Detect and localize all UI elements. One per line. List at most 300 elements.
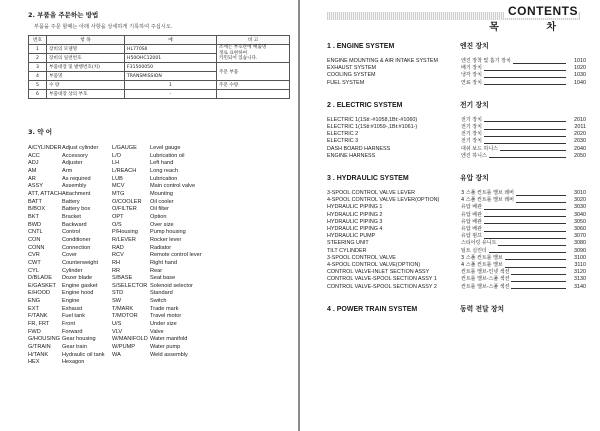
system-title: 3 . HYDRAULIC SYSTEM	[327, 175, 409, 183]
item-leader-line	[516, 192, 566, 196]
item-page-number: 3020	[574, 197, 586, 204]
abbreviation-meaning: Backward	[62, 221, 87, 228]
abbreviation-meaning: Hexagon	[62, 359, 85, 366]
item-korean: 연료 장치	[461, 79, 482, 86]
abbreviation-term: BKT	[28, 213, 39, 220]
abbreviation-meaning: Cylinder	[62, 267, 83, 274]
item-korean: 틸트 실린더	[461, 247, 487, 254]
system-title: 2 . ELECTRIC SYSTEM	[327, 101, 403, 109]
abbreviation-meaning: Control	[62, 229, 81, 236]
item-leader-line	[500, 147, 566, 151]
abbreviation-term: G/HOUSING	[28, 336, 61, 343]
abbreviation-meaning: Trade mark	[150, 305, 179, 312]
system-title: 1 . ENGINE SYSTEM	[327, 43, 395, 50]
abbreviation-term: FWD	[28, 328, 41, 335]
abbreviation-term: O/S	[112, 221, 122, 228]
list-item	[327, 153, 586, 160]
item-korean-line	[461, 240, 586, 247]
abbreviation-meaning: Remote control lever	[150, 252, 202, 259]
item-korean: 컨트롤 밸브-스풀 섹션	[461, 276, 510, 283]
abbreviation-column	[28, 145, 112, 367]
abbreviation-meaning: Over size	[150, 221, 174, 228]
abbreviation-term: RR	[112, 267, 121, 274]
abbreviation-values	[150, 145, 210, 367]
abbreviation-meaning: Lubrication	[150, 175, 178, 182]
item-english: EXHAUST SYSTEM	[327, 65, 377, 72]
abbreviation-meaning: Oil filter	[150, 206, 169, 213]
system-items	[327, 58, 586, 87]
abbreviation-keys	[112, 145, 150, 367]
abbreviation-meaning: Standard	[150, 290, 173, 297]
abbreviation-meaning: Assembly	[62, 183, 87, 190]
abbreviation-column	[112, 145, 210, 367]
item-korean: 유압 배관	[461, 204, 482, 211]
item-page-number: 3040	[574, 211, 586, 218]
abbreviation-term: D/BLADE	[28, 275, 52, 282]
order-section-title: 2. 부품을 주문하는 방법	[28, 11, 99, 19]
item-leader-line	[484, 206, 566, 210]
abbreviation-meaning: Lubrication oil	[150, 152, 185, 159]
item-leader-line	[484, 133, 566, 137]
list-item	[327, 212, 586, 219]
row-no: 6	[29, 90, 47, 99]
system-items	[327, 117, 586, 160]
item-page-number: 3130	[574, 276, 586, 283]
order-section-description: 부품을 주문 할때는 아래 사항을 상세하게 기록하여 주십시오.	[34, 24, 173, 30]
order-table	[28, 35, 290, 99]
row-example: -	[125, 90, 217, 99]
item-korean: 3 스풀 컨트롤 밸브	[461, 254, 503, 261]
abbreviation-meaning: Dozer blade	[62, 275, 93, 282]
abbreviation-term: T/MOTOR	[112, 313, 138, 320]
list-item	[327, 146, 586, 153]
abbreviation-term: S/SELECTOR	[112, 282, 148, 289]
row-example: HL770SⅡ	[125, 45, 217, 54]
item-korean-line	[461, 204, 586, 211]
row-item: 부품대장 상의 부호	[47, 90, 125, 99]
abbreviation-meaning: Attachment	[62, 190, 91, 197]
abbreviation-term: ASSY	[28, 183, 43, 190]
item-korean-line	[461, 153, 586, 160]
item-page-number: 1040	[574, 79, 586, 86]
table-row	[29, 90, 290, 99]
item-korean: 전기 장치	[461, 131, 482, 138]
item-english: ELECTRIC 1(1Sti:-#1058,1Bt:-#1060)	[327, 116, 418, 123]
item-leader-line	[484, 118, 566, 122]
abbreviation-meaning: Switch	[150, 298, 167, 305]
abbreviation-term: CWT	[28, 259, 41, 266]
abbreviation-term: CNTL	[28, 229, 43, 236]
abbreviation-meaning: Arm	[62, 167, 73, 174]
item-english: STEERING UNIT	[327, 240, 369, 247]
item-page-number: 2010	[574, 116, 586, 123]
row-example: H50OHC12001	[125, 54, 217, 63]
item-leader-line	[505, 256, 566, 260]
item-english: CONTROL VALVE-SPOOL SECTION ASSY 2	[327, 283, 437, 290]
item-page-number: 3100	[574, 254, 586, 261]
item-korean-line	[461, 284, 586, 291]
item-korean: 유압 배관	[461, 226, 482, 233]
abbreviation-term: W/PUMP	[112, 344, 135, 351]
abbreviation-term: BATT	[28, 198, 42, 205]
header-item: 항 목	[47, 36, 125, 45]
row-no: 3	[29, 63, 47, 72]
contents-system	[327, 40, 586, 87]
list-item	[327, 269, 586, 276]
abbreviation-term: F/TANK	[28, 313, 48, 320]
abbreviation-meaning: Right hand	[150, 259, 178, 266]
row-no: 1	[29, 45, 47, 54]
item-korean-line	[461, 212, 586, 219]
abbreviation-term: L/O	[112, 152, 122, 159]
abbreviation-list	[28, 145, 286, 367]
abbreviation-term: AM	[28, 167, 37, 174]
abbreviation-meaning: Conditioner	[62, 236, 91, 243]
item-leader-line	[484, 228, 566, 232]
list-item	[327, 240, 586, 247]
item-korean: 4 스풀 컨트롤 밸브 레버	[461, 197, 515, 204]
row-no: 4	[29, 72, 47, 81]
item-page-number: 3090	[574, 247, 586, 254]
system-heading	[327, 40, 586, 50]
item-english: HYDRAULIC PUMP	[327, 233, 376, 240]
item-korean: 유압 펌프	[461, 233, 482, 240]
abbreviation-term: CONN	[28, 244, 45, 251]
abbreviation-term: ATT, ATTACH	[28, 190, 62, 197]
abbreviation-meaning: Counterweight	[62, 259, 99, 266]
item-korean-line	[461, 138, 586, 145]
abbreviation-term: RH	[112, 259, 121, 266]
item-korean: 엔진 하니스	[461, 152, 487, 159]
abbreviation-term: LH	[112, 160, 120, 167]
abbreviation-meaning: Main control valve	[150, 183, 196, 190]
list-item	[327, 190, 586, 197]
abbreviation-term: VLV	[112, 328, 123, 335]
abbreviation-term: T/MARK	[112, 305, 134, 312]
list-item	[327, 276, 586, 283]
abbreviation-term: ENG	[28, 298, 41, 305]
item-korean-line	[461, 146, 586, 153]
row-example: F31500050	[125, 63, 217, 72]
row-note	[217, 90, 290, 99]
left-page	[0, 0, 296, 431]
abbreviation-term: CVR	[28, 252, 40, 259]
abbreviation-meaning: Pump housing	[150, 229, 186, 236]
abbreviation-term: MCV	[112, 183, 125, 190]
row-no: 5	[29, 81, 47, 90]
row-note: 주문 부품	[217, 63, 290, 81]
contents-title-korean: 목 차	[489, 22, 578, 33]
item-english: HYDRAULIC PIPING 1	[327, 204, 383, 211]
item-korean: 냉각 장치	[461, 72, 482, 79]
item-page-number: 2040	[574, 145, 586, 152]
list-item	[327, 138, 586, 145]
system-title-korean: 전기 장치	[460, 100, 489, 109]
item-page-number: 3140	[574, 283, 586, 290]
row-item: 부품명	[47, 72, 125, 81]
abbreviation-term: O/COOLER	[112, 198, 142, 205]
abbreviation-term: ACC	[28, 152, 40, 159]
item-leader-line	[484, 74, 566, 78]
abbreviation-term: L/REACH	[112, 167, 137, 174]
item-english: 3-SPOOL CONTROL VALVE LEVER	[327, 190, 416, 197]
item-page-number: 3010	[574, 190, 586, 197]
item-leader-line	[484, 126, 566, 130]
system-heading	[327, 172, 586, 182]
item-korean-line	[461, 117, 586, 124]
item-korean: 스티어링 유니트	[461, 240, 497, 247]
abbreviation-meaning: Engine	[62, 298, 80, 305]
item-page-number: 3030	[574, 204, 586, 211]
abbreviation-term: CON	[28, 236, 41, 243]
abbreviation-term: E/GASKET	[28, 282, 56, 289]
abbreviation-meaning: Oil cooler	[150, 198, 174, 205]
abbreviation-meaning: Connection	[62, 244, 91, 251]
abbreviation-meaning: Weld assembly	[150, 351, 188, 358]
item-english: HYDRAULIC PIPING 3	[327, 218, 383, 225]
abbreviation-meaning: Battery box	[62, 206, 91, 213]
item-english: 4-SPOOL CONTROL VALVE(OPTION)	[327, 262, 421, 269]
row-no: 2	[29, 54, 47, 63]
abbreviation-meaning: Seat base	[150, 275, 176, 282]
abbreviation-meaning: Adjust cylinder	[62, 145, 99, 151]
abbreviation-meaning: As required	[62, 175, 91, 182]
right-page	[303, 0, 600, 431]
item-leader-line	[511, 271, 566, 275]
row-example: TRANSMISSION	[125, 72, 217, 81]
table-row	[29, 81, 290, 90]
abbreviation-meaning: Solenoid selector	[150, 282, 193, 289]
abbreviation-meaning: Valve	[150, 328, 164, 335]
abbreviation-section-title: 3. 약 어	[28, 128, 53, 136]
item-leader-line	[505, 264, 566, 268]
item-korean: 대쉬 보드 하니스	[461, 145, 498, 152]
item-english: CONTROL VALVE-INLET SECTION ASSY	[327, 269, 430, 276]
header-no: 번호	[29, 36, 47, 45]
abbreviation-term: AR	[28, 175, 36, 182]
abbreviation-meaning: Exhaust	[62, 305, 83, 312]
item-leader-line	[484, 81, 566, 85]
abbreviation-term: STD	[112, 290, 124, 297]
abbreviation-meaning: Forward	[62, 328, 83, 335]
abbreviation-term: FR, FRT	[28, 321, 50, 328]
list-item	[327, 117, 586, 124]
abbreviation-meaning: Bracket	[62, 213, 81, 220]
item-korean: 전기 장치	[461, 124, 482, 131]
abbreviation-term: WA	[112, 351, 121, 358]
abbreviation-meaning: Engine hood	[62, 290, 94, 297]
abbreviation-term: R/LEVER	[112, 236, 136, 243]
item-korean: 배기 장치	[461, 65, 482, 72]
list-item	[327, 255, 586, 262]
item-korean: 전기 장치	[461, 138, 482, 145]
row-item: 장비의 모델명	[47, 45, 125, 54]
item-page-number: 2020	[574, 131, 586, 138]
table-row	[29, 63, 290, 72]
list-item	[327, 248, 586, 255]
item-english: COOLING SYSTEM	[327, 72, 376, 79]
list-item	[327, 131, 586, 138]
system-heading	[327, 303, 586, 313]
item-leader-line	[489, 249, 566, 253]
abbreviation-meaning: Hydraulic oil tank	[62, 351, 105, 358]
item-leader-line	[484, 220, 566, 224]
abbreviation-term: RAD	[112, 244, 124, 251]
abbreviation-meaning: Front	[62, 321, 76, 328]
item-leader-line	[511, 278, 566, 282]
item-page-number: 3120	[574, 269, 586, 276]
abbreviation-meaning: Battery	[62, 198, 80, 205]
abbreviation-meaning: Under size	[150, 321, 177, 328]
list-item	[327, 204, 586, 211]
item-korean-line	[461, 276, 586, 283]
item-english: FUEL SYSTEM	[327, 79, 365, 86]
list-item	[327, 197, 586, 204]
item-english: DASH BOARD HARNESS	[327, 145, 391, 152]
abbreviation-term: OPT	[112, 213, 124, 220]
abbreviation-term: EXT	[28, 305, 39, 312]
item-korean: 전기 장치	[461, 116, 482, 123]
list-item	[327, 58, 586, 65]
item-english: CONTROL VALVE-SPOOL SECTION ASSY 1	[327, 276, 437, 283]
item-page-number: 1020	[574, 65, 586, 72]
abbreviation-meaning: Gear housing	[62, 336, 96, 343]
item-korean-line	[461, 219, 586, 226]
abbreviation-meaning: Rear	[150, 267, 163, 274]
abbreviation-term: H/TANK	[28, 351, 49, 358]
item-page-number: 1010	[574, 58, 586, 64]
item-leader-line	[511, 285, 566, 289]
abbreviation-term: A/CYLINDER	[28, 145, 62, 151]
row-note: 조에는 부호란에 배출명 정로 표현하여 카민되어 있습니다.	[217, 45, 290, 63]
item-korean-line	[461, 248, 586, 255]
abbreviation-meaning: Water pump	[150, 344, 181, 351]
item-page-number: 2030	[574, 138, 586, 145]
abbreviation-term: BWD	[28, 221, 42, 228]
item-english: HYDRAULIC PIPING 4	[327, 226, 383, 233]
system-title-korean: 유압 장치	[460, 174, 489, 183]
item-leader-line	[484, 67, 566, 71]
list-item	[327, 80, 586, 87]
row-note: 주문 수량	[217, 81, 290, 90]
item-korean-line	[461, 255, 586, 262]
item-korean: 엔진 장착 및 흡기 장치	[461, 58, 511, 64]
abbreviation-term: RCV	[112, 252, 124, 259]
abbreviation-meaning: Option	[150, 213, 167, 220]
abbreviation-term: LUB	[112, 175, 123, 182]
item-english: 4-SPOOL CONTROL VALVE LEVER(OPTION)	[327, 197, 440, 204]
contents-systems	[327, 40, 586, 313]
system-title-korean: 엔진 장치	[460, 42, 489, 50]
item-leader-line	[484, 235, 566, 239]
abbreviation-keys	[28, 145, 62, 367]
contents-title: CONTENTS	[504, 4, 578, 18]
abbreviation-meaning: Water manifold	[150, 336, 188, 343]
item-leader-line	[484, 140, 566, 144]
header-note: 비 고	[217, 36, 290, 45]
item-page-number: 2050	[574, 152, 586, 159]
abbreviation-meaning: Left hand	[150, 160, 174, 167]
item-korean: 유압 배관	[461, 211, 482, 218]
abbreviation-term: ADJ	[28, 160, 39, 167]
abbreviation-meaning: Travel motor	[150, 313, 182, 320]
item-leader-line	[489, 154, 566, 158]
contents-system	[327, 303, 586, 313]
abbreviation-term: HEX	[28, 359, 40, 366]
abbreviation-meaning: Fuel tank	[62, 313, 86, 320]
item-page-number: 3110	[574, 262, 586, 269]
item-english: ELECTRIC 3	[327, 138, 359, 145]
list-item	[327, 284, 586, 291]
abbreviation-term: SW	[112, 298, 122, 305]
abbreviation-term: MTG	[112, 190, 125, 197]
item-korean: 컨트롤 밸브-인넷 섹션	[461, 269, 510, 276]
item-english: ELECTRIC 1(1Sti:#1059-,1Bt:#1061-)	[327, 124, 418, 131]
row-example: 1	[125, 81, 217, 90]
abbreviation-meaning: Radiator	[150, 244, 172, 251]
list-item	[327, 219, 586, 226]
item-korean-line	[461, 72, 586, 79]
contents-system	[327, 99, 586, 160]
table-row	[29, 45, 290, 54]
abbreviation-meaning: Mounting	[150, 190, 174, 197]
item-english: 3-SPOOL CONTROL VALVE	[327, 254, 396, 261]
item-english: HYDRAULIC PIPING 2	[327, 211, 383, 218]
order-table-header	[29, 36, 290, 45]
system-title: 4 . POWER TRAIN SYSTEM	[327, 305, 418, 313]
item-korean: 3 스풀 컨트롤 밸브 레버	[461, 190, 515, 197]
item-korean: 4 스풀 컨트롤 밸브	[461, 262, 503, 269]
row-item: 부품대장 및 발행번호(치)	[47, 63, 125, 72]
item-page-number: 3050	[574, 218, 586, 225]
system-title-korean: 동력 전달 장치	[460, 304, 505, 313]
item-korean-line	[461, 80, 586, 87]
item-english: ENGINE HARNESS	[327, 152, 376, 159]
item-leader-line	[484, 213, 566, 217]
item-leader-line	[513, 60, 566, 64]
abbreviation-term: S/BASE	[112, 275, 133, 282]
abbreviation-meaning: Accessory	[62, 152, 88, 159]
list-item	[327, 72, 586, 79]
abbreviation-term: L/GAUGE	[112, 145, 137, 151]
item-leader-line	[516, 199, 566, 203]
row-item: 수 량	[47, 81, 125, 90]
abbreviation-term: P/Housing	[112, 229, 138, 236]
abbreviation-term: G/TRAIN	[28, 344, 51, 351]
item-page-number: 3080	[574, 240, 586, 247]
list-item	[327, 226, 586, 233]
list-item	[327, 124, 586, 131]
list-item	[327, 233, 586, 240]
item-page-number: 3060	[574, 226, 586, 233]
abbreviation-term: U/S	[112, 321, 122, 328]
header-example: 예	[125, 36, 217, 45]
list-item	[327, 262, 586, 269]
system-items	[327, 190, 586, 291]
item-page-number: 2011	[574, 124, 586, 131]
abbreviation-term: CYL	[28, 267, 39, 274]
item-korean: 컨트롤 밸브-스풀 섹션	[461, 283, 510, 290]
page-spine	[298, 0, 300, 431]
item-page-number: 1030	[574, 72, 586, 79]
abbreviation-meaning: Cover	[62, 252, 77, 259]
contents-header	[327, 4, 586, 34]
abbreviation-meaning: Engine gasket	[62, 282, 98, 289]
abbreviation-term: B/BOX	[28, 206, 46, 213]
abbreviation-meaning: Long reach	[150, 167, 178, 174]
contents-system	[327, 172, 586, 291]
row-item: 장비의 일련번호	[47, 54, 125, 63]
